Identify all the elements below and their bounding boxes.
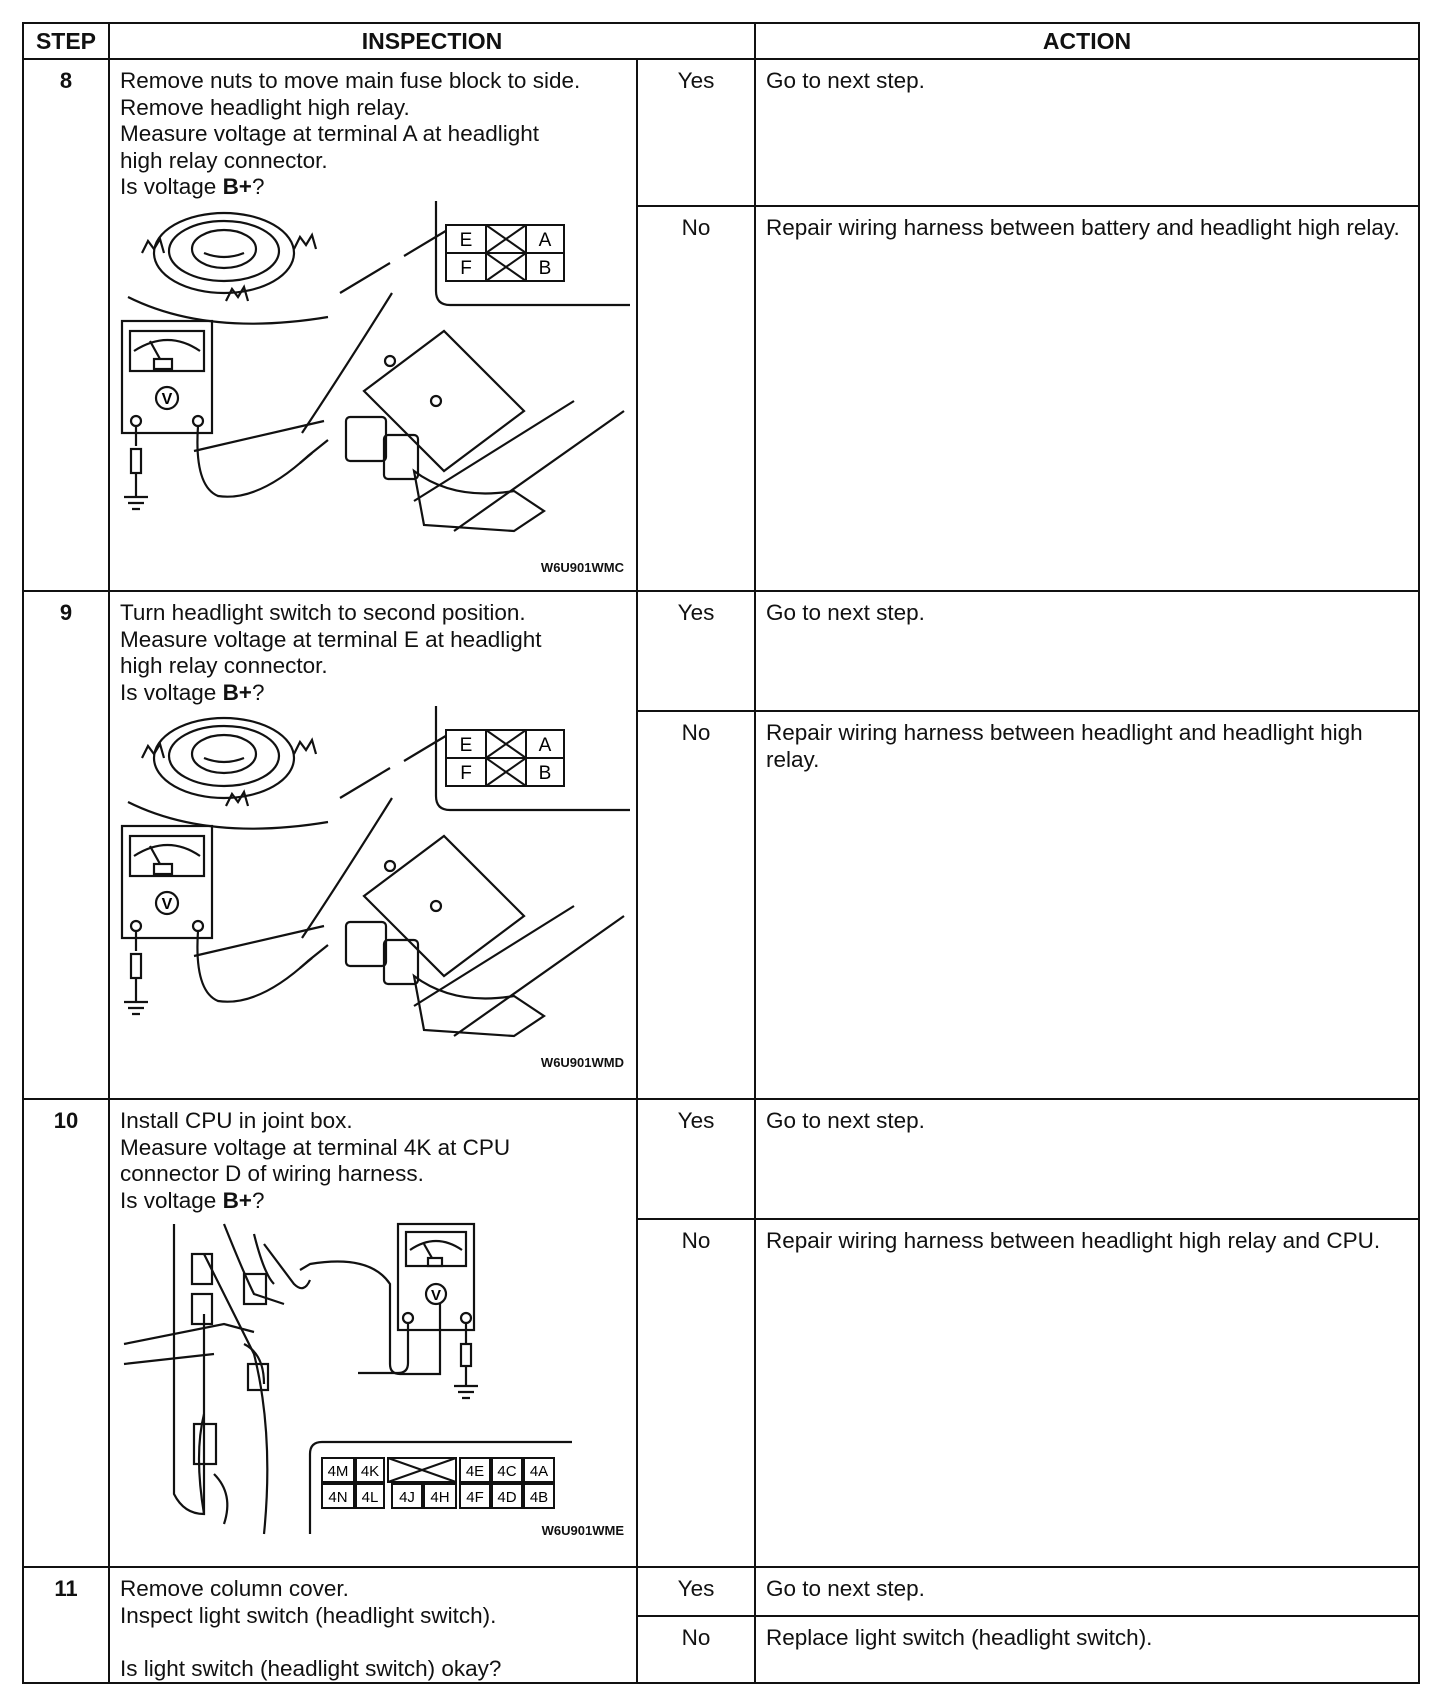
no-label: No [637,1219,755,1567]
svg-text:4A: 4A [529,1463,549,1480]
header-step: STEP [23,23,109,59]
svg-text:E: E [459,229,473,251]
svg-text:4M: 4M [327,1463,349,1480]
figure-code: W6U901WME [541,1523,624,1538]
yes-action: Go to next step. [755,591,1419,711]
no-action: Repair wiring harness between headlight and headlight high relay. [755,711,1419,1099]
table-row [23,591,1419,711]
yes-label: Yes [637,1099,755,1219]
yes-label: Yes [637,591,755,711]
relay-measurement-figure [114,706,632,1076]
svg-text:4K: 4K [360,1463,380,1480]
no-label: No [637,206,755,591]
no-action: Replace light switch (headlight switch). [755,1616,1419,1684]
no-action: Repair wiring harness between battery and headlight high relay. [755,206,1419,591]
table-row [23,59,1419,206]
yes-label: Yes [637,59,755,206]
yes-action: Go to next step. [755,1567,1419,1616]
relay-diagram [114,706,634,1076]
voltmeter-label: V [161,896,173,913]
svg-text:F: F [460,763,472,784]
step-number: 9 [23,591,109,1099]
svg-text:4C: 4C [497,1463,517,1480]
no-label: No [637,1616,755,1684]
cpu-diagram [114,1214,634,1544]
inspection-cell [109,59,637,591]
figure-code: W6U901WMD [540,1055,624,1070]
inspection-text: Remove column cover. Inspect light switch (headlight switch). Is light switch (headlight switch) okay? [120,1576,502,1681]
svg-text:F: F [460,257,472,279]
svg-text:4F: 4F [466,1489,484,1506]
step-number: 11 [23,1567,109,1683]
svg-text:4B: 4B [529,1489,549,1506]
step-number: 10 [23,1099,109,1567]
table-header-row [23,23,1419,59]
header-action: ACTION [755,23,1419,59]
table-row [23,1099,1419,1219]
svg-text:4L: 4L [361,1489,379,1506]
cpu-measurement-figure [114,1214,632,1544]
inspection-cell [109,591,637,1099]
no-action: Repair wiring harness between headlight high relay and CPU. [755,1219,1419,1567]
inspection-cell [109,1099,637,1567]
cpu-connector-face [322,1458,554,1508]
inspection-cell [109,1567,637,1683]
figure-code: W6U901WMC [540,559,624,575]
svg-text:A: A [538,229,552,251]
header-inspection: INSPECTION [109,23,755,59]
no-label: No [637,711,755,1099]
svg-text:B: B [538,257,552,279]
relay-measurement-figure [114,201,632,581]
svg-text:4D: 4D [497,1489,517,1506]
yes-label: Yes [637,1567,755,1616]
svg-text:4E: 4E [465,1463,485,1480]
inspection-text: Remove nuts to move main fuse block to side. Remove headlight high relay. Measure voltage at terminal A at headlight high relay connector. Is voltage B+? [120,68,581,199]
inspection-text: Install CPU in joint box. Measure voltage at terminal 4K at CPU connector D of wiring harness. Is voltage B+? [120,1108,511,1213]
troubleshooting-table [22,22,1420,1684]
yes-action: Go to next step. [755,59,1419,206]
yes-action: Go to next step. [755,1099,1419,1219]
svg-text:4J: 4J [399,1489,415,1506]
svg-text:A: A [538,735,552,756]
svg-text:4N: 4N [328,1489,348,1506]
svg-text:E: E [459,735,473,756]
voltmeter-label: V [430,1287,442,1304]
voltmeter-label: V [161,390,173,408]
inspection-text: Turn headlight switch to second position. Measure voltage at terminal E at headlight high relay connector. Is voltage B+? [120,600,542,705]
relay-connector-face [446,225,564,281]
svg-text:B: B [538,763,552,784]
step-number: 8 [23,59,109,591]
table-row [23,1567,1419,1616]
relay-diagram [114,201,634,581]
svg-text:4H: 4H [430,1489,450,1506]
relay-connector-face [446,730,564,786]
